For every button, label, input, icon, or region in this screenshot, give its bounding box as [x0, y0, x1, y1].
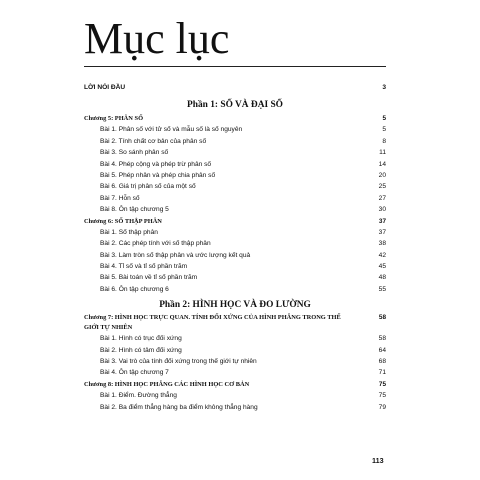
toc-entry-label: Chương 8: HÌNH HỌC PHẲNG CÁC HÌNH HỌC CƠ BẢN [84, 380, 250, 388]
toc-entry-label: Bài 4. Tỉ số và tỉ số phần trăm [100, 263, 188, 271]
toc-entry [84, 181, 386, 192]
toc-entry-page: 68 [378, 358, 386, 366]
toc-entry [84, 367, 386, 378]
toc-entry [84, 227, 386, 238]
toc-entry-page: 5 [382, 115, 386, 122]
toc-entry-label: Bài 5. Phép nhân và phép chia phân số [100, 171, 216, 179]
toc-entry-page: 75 [378, 392, 386, 400]
toc-entry [84, 284, 386, 295]
toc-entry-label: Bài 6. Giá trị phân số của một số [100, 183, 196, 191]
toc-entry [84, 136, 386, 147]
toc-entry [84, 147, 386, 158]
toc-entry-page: 11 [379, 149, 386, 157]
page-title: Mục lục [84, 14, 230, 63]
toc-entry-label: Bài 8. Ôn tập chương 5 [100, 206, 169, 214]
toc-entry-page: 42 [378, 251, 386, 259]
toc-entry-label: Chương 5: PHÂN SỐ [84, 115, 144, 122]
toc-entry [84, 238, 386, 249]
toc-entry-page: 14 [378, 160, 386, 168]
toc-entry-page: 48 [378, 274, 386, 282]
chapter-heading-7 [84, 313, 386, 333]
toc-entry-page: 75 [378, 380, 386, 388]
part-heading-2: Phần 2: HÌNH HỌC VÀ ĐO LƯỜNG [159, 300, 311, 311]
toc-entry [84, 356, 386, 367]
toc-entry [84, 159, 386, 170]
toc-entry-page: 25 [378, 183, 386, 191]
toc-entry-page: 79 [378, 403, 386, 411]
toc-entry-page: 38 [378, 240, 386, 248]
toc-entry [84, 345, 386, 356]
toc-entry-page: 37 [378, 228, 386, 236]
table-of-contents [84, 80, 386, 413]
toc-entry-page: 58 [378, 335, 386, 343]
toc-entry-label: Bài 3. Làm tròn số thập phân và ước lượng kết quả [100, 251, 251, 259]
toc-entry-page: 8 [382, 137, 386, 145]
toc-entry-label: Bài 1. Điểm. Đường thẳng [100, 392, 177, 400]
toc-entry [84, 402, 386, 413]
toc-entry-page: 27 [378, 194, 386, 202]
toc-entry-label: Bài 6. Ôn tập chương 6 [100, 285, 169, 293]
toc-entry-page: 58 [378, 314, 386, 322]
toc-entry-label: Bài 1. Hình có trục đối xứng [100, 335, 182, 343]
toc-entry-label: Bài 4. Ôn tập chương 7 [100, 369, 169, 377]
toc-entry [84, 333, 386, 344]
toc-entry-label: LỜI NÓI ĐẦU [84, 84, 126, 91]
toc-entry-page: 71 [378, 369, 386, 377]
toc-entry-page: 45 [378, 263, 386, 271]
toc-entry-label: Bài 2. Hình có tâm đối xứng [100, 346, 182, 354]
page-number: 113 [372, 456, 384, 465]
title-rule [84, 66, 386, 67]
toc-entry [84, 250, 386, 261]
toc-entry-label: Bài 7. Hỗn số [100, 194, 140, 202]
chapter-heading-5 [84, 113, 386, 124]
toc-entry-label: Bài 2. Các phép tính với số thập phân [100, 240, 211, 248]
toc-entry-intro [84, 80, 386, 95]
toc-entry-page: 30 [378, 206, 386, 214]
toc-entry-page: 3 [382, 84, 386, 91]
toc-entry-page: 37 [378, 217, 386, 225]
chapter-heading-8 [84, 379, 386, 390]
toc-entry-page: 5 [382, 126, 386, 134]
toc-entry-page: 55 [378, 285, 386, 293]
toc-entry-label: Chương 7: HÌNH HỌC TRỰC QUAN. TÍNH ĐỐI XỨNG CỦA HÌNH PHẲNG TRONG THẾ GIỚI TỰ NHIÊN [84, 314, 341, 331]
toc-entry [84, 124, 386, 135]
toc-entry-label: Bài 1. Số thập phân [100, 228, 158, 236]
chapter-heading-6 [84, 216, 386, 227]
toc-entry [84, 204, 386, 215]
toc-entry-label: Chương 6: SỐ THẬP PHÂN [84, 217, 162, 225]
toc-entry-label: Bài 1. Phân số với tử số và mẫu số là số nguyên [100, 126, 243, 134]
part-heading-1: Phần 1: SỐ VÀ ĐẠI SỐ [187, 100, 283, 110]
toc-entry-page: 64 [378, 346, 386, 354]
toc-entry-label: Bài 3. So sánh phân số [100, 149, 169, 157]
toc-entry-label: Bài 5. Bài toán về tỉ số phần trăm [100, 274, 198, 282]
toc-entry-label: Bài 3. Vai trò của tính đối xứng trong thế giới tự nhiên [100, 358, 257, 366]
toc-entry-label: Bài 2. Ba điểm thẳng hàng ba điểm không thẳng hàng [100, 403, 258, 411]
toc-entry-label: Bài 2. Tính chất cơ bản của phân số [100, 137, 207, 145]
toc-entry [84, 261, 386, 272]
toc-entry-page: 20 [378, 171, 386, 179]
toc-entry [84, 170, 386, 181]
toc-entry [84, 390, 386, 401]
toc-entry [84, 272, 386, 283]
toc-entry [84, 193, 386, 204]
toc-entry-label: Bài 4. Phép cộng và phép trừ phân số [100, 160, 212, 168]
